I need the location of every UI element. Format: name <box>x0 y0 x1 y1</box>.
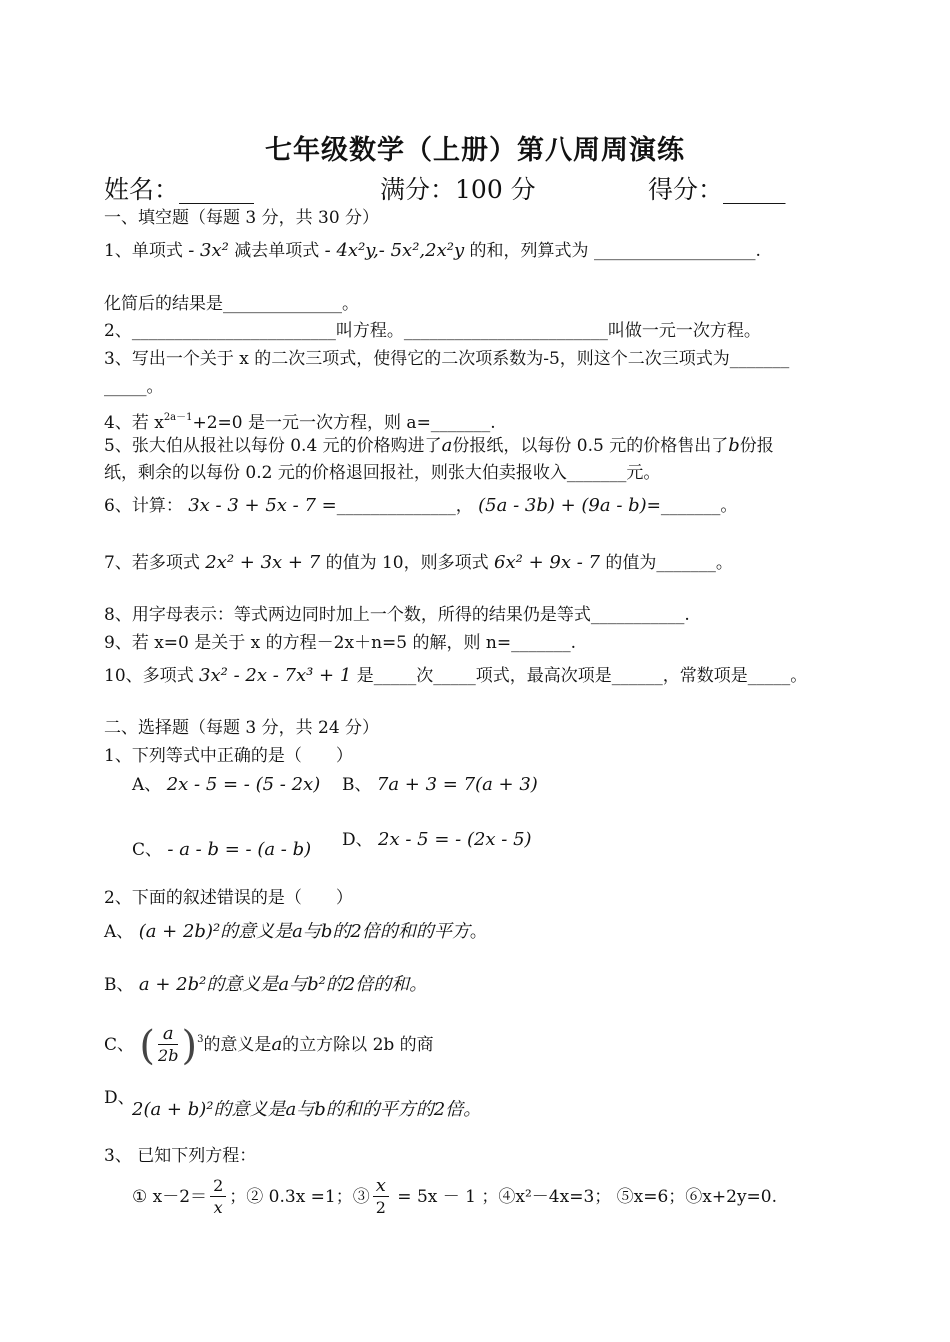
s2-question-2: 2、下面的叙述错误的是（ ） <box>104 888 353 908</box>
s2-q1-option-b <box>342 773 538 797</box>
score-label: 得分： <box>648 175 724 204</box>
option-b-label: B、 <box>342 775 372 795</box>
s1-question-10 <box>104 664 807 688</box>
s2-q3-equations <box>132 1172 777 1222</box>
full-score-label: 满分： <box>380 175 456 204</box>
s1-question-1b: 化简后的结果是______________。 <box>104 294 359 314</box>
q7-expr2: 6x² + 9x - 7 <box>494 552 600 573</box>
right-paren: ) <box>181 1022 198 1069</box>
q6-blank2: =_______。 <box>646 496 738 516</box>
q3-eq3-den: 2 <box>375 1198 386 1217</box>
option-c-label: C、 <box>132 840 163 860</box>
option-a-expr: 2x - 5 = - (5 - 2x) <box>166 774 321 795</box>
name-field <box>104 174 254 206</box>
s1-question-1 <box>104 239 761 263</box>
s1-question-5b: 纸，剩余的以每份 0.2 元的价格退回报社，则张大伯卖报收入_______元。 <box>104 463 661 483</box>
option-b-expr: 7a + 3 = 7(a + 3) <box>376 774 538 795</box>
q3-eq1-num: 2 <box>210 1176 226 1197</box>
q3-eq1: ① x－2＝ <box>132 1187 208 1207</box>
q6-expr1: 3x - 3 + 5x - 7 = <box>188 495 337 516</box>
name-blank: ______ <box>179 175 255 204</box>
s2-q2-option-d-label: D、 <box>104 1088 135 1108</box>
q2b-label: B、 <box>104 975 134 995</box>
q2d-text: 2(a + b)²的意义是a与b的和的平方的2倍。 <box>132 1099 482 1120</box>
q1-expr1: - 3x² <box>188 240 229 261</box>
q7-expr1: 2x² + 3x + 7 <box>205 552 321 573</box>
q3-eq3-fraction <box>373 1176 389 1219</box>
section2-heading: 二、选择题（每题 3 分，共 24 分） <box>104 718 380 738</box>
q2c-exponent: 3 <box>197 1034 204 1045</box>
full-score-value: 100 分 <box>455 175 536 204</box>
q6-prefix: 6、计算： <box>104 496 183 516</box>
q2c-text1: 的意义是 <box>203 1035 272 1055</box>
s1-question-5a <box>104 434 774 458</box>
page-title: 七年级数学（上册）第八周周演练 <box>265 135 685 166</box>
s1-question-3a: 3、写出一个关于 x 的二次三项式，使得它的二次项系数为-5，则这个二次三项式为_______ <box>104 349 790 369</box>
s1-question-2: 2、________________________叫方程。________________________叫做一元一次方程。 <box>104 321 761 341</box>
q1-mid: 减去单项式 <box>234 241 320 261</box>
q2c-fraction <box>158 1024 178 1067</box>
q5-text1: 5、张大伯从报社以每份 0.4 元的价格购进了 <box>104 436 442 456</box>
option-c-expr: - a - b = - (a - b) <box>167 839 312 860</box>
q5-text2: 份报纸，以每份 0.5 元的价格售出了 <box>452 436 729 456</box>
q3-eq1-fraction <box>210 1176 226 1219</box>
s1-question-3b: _____。 <box>104 377 164 397</box>
q3-text: 已知下列方程： <box>137 1146 257 1166</box>
q10-expr: 3x² - 2x - 7x³ + 1 <box>199 665 352 686</box>
s1-question-6 <box>104 494 737 518</box>
s1-question-7 <box>104 551 733 575</box>
score-blank: _____ <box>723 175 786 204</box>
name-label: 姓名： <box>104 175 180 204</box>
q4-exponent: 2a－1 <box>163 412 193 423</box>
s2-q2-option-a <box>104 920 487 944</box>
q5-text3: 份报 <box>739 436 774 456</box>
option-a-label: A、 <box>132 775 162 795</box>
s2-q1-option-d <box>342 828 532 852</box>
q1-expr2: - 4x²y,- 5x²,2x²y <box>324 240 465 261</box>
q2a-text: (a + 2b)²的意义是a与b的2倍的和的平方 <box>138 921 470 942</box>
q7-suffix: 的值为_______。 <box>605 553 733 573</box>
q3-eq3-num: x <box>373 1176 389 1197</box>
q1-prefix: 1、单项式 <box>104 241 183 261</box>
q2b-text: a + 2b²的意义是a与b²的2倍的和。 <box>138 974 428 995</box>
s2-q2-option-d <box>132 1098 481 1122</box>
s2-q2-option-b <box>104 973 427 997</box>
full-score-field <box>380 174 536 206</box>
q3-label: 3、 <box>104 1146 132 1166</box>
q5-var-a: a <box>441 435 453 456</box>
s2-q1-option-c <box>132 838 311 862</box>
s2-question-3 <box>104 1144 256 1168</box>
q7-prefix: 7、若多项式 <box>104 553 200 573</box>
q3-eq2: ；② 0.3x =1；③ <box>229 1187 370 1207</box>
left-paren: ( <box>139 1022 156 1069</box>
q7-mid: 的值为 10，则多项式 <box>325 553 489 573</box>
s1-question-9: 9、若 x=0 是关于 x 的方程－2x＋n=5 的解，则 n=_______. <box>104 633 576 653</box>
q2a-end: 。 <box>469 922 487 942</box>
q2c-var: a <box>271 1034 283 1055</box>
q5-var-b: b <box>728 435 740 456</box>
q10-prefix: 10、多项式 <box>104 666 194 686</box>
option-d-expr: 2x - 5 = - (2x - 5) <box>378 829 532 850</box>
q4-prefix: 4、若 x <box>104 413 164 433</box>
q2c-numerator: a <box>158 1024 178 1045</box>
section1-heading: 一、填空题（每题 3 分，共 30 分） <box>104 208 380 228</box>
q3-eq1-den: x <box>213 1198 223 1217</box>
q6-expr2: (5a - 3b) + (9a - b) <box>478 495 647 516</box>
option-d-label: D、 <box>342 830 373 850</box>
s2-q1-option-a <box>132 773 320 797</box>
s2-question-1: 1、下列等式中正确的是（ ） <box>104 746 353 766</box>
q6-blank1: ______________， <box>336 496 473 516</box>
q2a-label: A、 <box>104 922 134 942</box>
s1-question-8: 8、用字母表示：等式两边同时加上一个数，所得的结果仍是等式___________. <box>104 605 690 625</box>
q2c-label: C、 <box>104 1035 135 1055</box>
q4-suffix: +2=0 是一元一次方程，则 a=_______. <box>192 413 496 433</box>
q10-suffix: 是_____次_____项式，最高次项是______，常数项是_____。 <box>356 666 808 686</box>
q2c-denominator: 2b <box>158 1046 179 1065</box>
s1-question-4 <box>104 406 496 435</box>
score-field <box>648 174 786 206</box>
q2c-text2: 的立方除以 2b 的商 <box>282 1035 434 1055</box>
s2-q2-option-c <box>104 1016 434 1069</box>
q3-rest: = 5x － 1 ；④x²－4x=3； ⑤x=6；⑥x+2y=0. <box>391 1187 778 1207</box>
q1-suffix: 的和，列算式为 ___________________. <box>469 241 761 261</box>
